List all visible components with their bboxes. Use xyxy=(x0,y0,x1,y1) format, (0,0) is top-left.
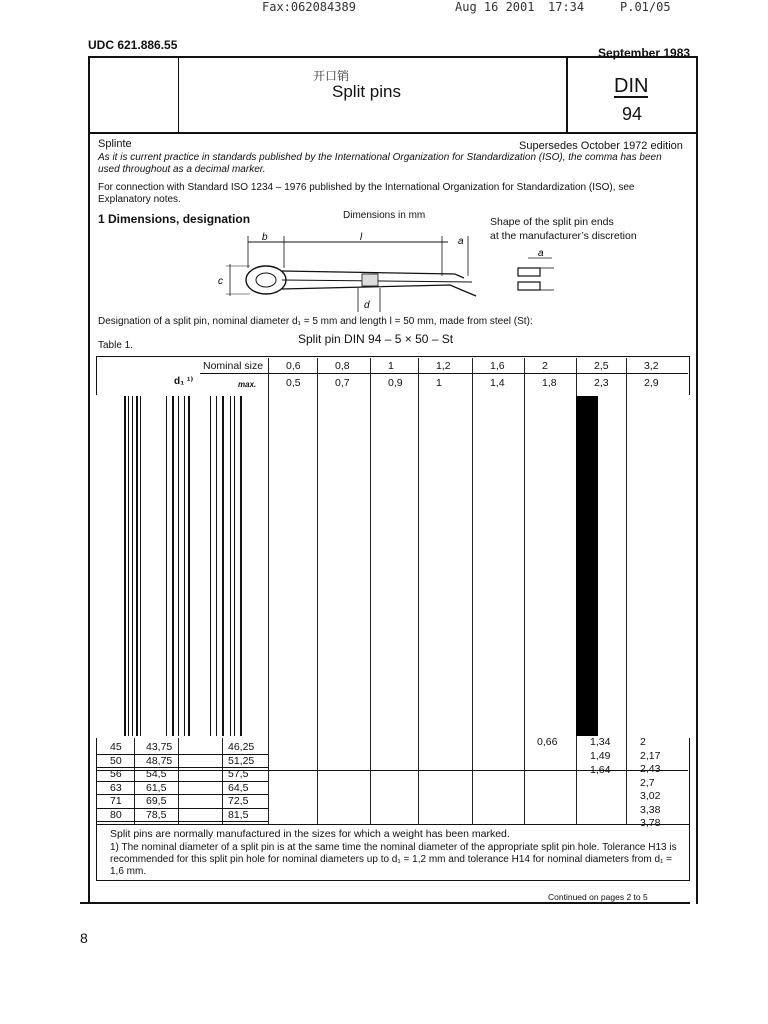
row-length: 80 xyxy=(110,808,122,821)
label-l: l xyxy=(360,232,363,243)
row-min: 78,5 xyxy=(146,808,167,821)
din-number: 94 xyxy=(622,104,643,124)
max-label: max. xyxy=(238,380,257,389)
val-col25: 1,34 xyxy=(590,736,611,748)
label-a-end: a xyxy=(538,248,544,259)
row-length: 56 xyxy=(110,768,122,780)
din-label: DIN xyxy=(614,75,649,97)
black-column-block xyxy=(576,396,598,736)
fax-number: Fax:062084389 xyxy=(262,0,356,14)
scan-artifact-line xyxy=(188,396,190,736)
val-col32: 2,7 xyxy=(640,776,655,789)
scan-artifact-line xyxy=(234,396,235,736)
nominal-size-5: 2 xyxy=(542,360,548,372)
row-length: 63 xyxy=(110,781,122,794)
fax-date: Aug 16 2001 xyxy=(455,0,535,14)
row-max: 51,25 xyxy=(228,754,255,767)
label-a: a xyxy=(458,236,464,247)
max-value-2: 0,9 xyxy=(388,377,403,389)
val-col32: 3,38 xyxy=(640,803,661,816)
nominal-size-3: 1,2 xyxy=(436,360,451,372)
val-col32: 3,78 xyxy=(640,817,661,829)
scan-artifact-line xyxy=(140,396,141,736)
scan-artifact-line xyxy=(222,396,224,736)
pin-end-drawing xyxy=(508,244,568,298)
row-max: 46,25 xyxy=(228,741,255,753)
document-title: Split pins xyxy=(332,82,401,101)
nominal-size-1: 0,8 xyxy=(335,360,350,372)
page-number: 8 xyxy=(80,930,88,946)
handwritten-note: 开口销 xyxy=(313,69,350,83)
designation-text: Designation of a split pin, nominal diameter d₁ = 5 mm and length l = 50 mm, made from steel (St): xyxy=(98,316,533,327)
row-max: 81,5 xyxy=(228,808,249,821)
scan-artifact-line xyxy=(172,396,174,736)
row-length: 45 xyxy=(110,741,122,753)
continued-note: Continued on pages 2 to 5 xyxy=(548,892,648,902)
nominal-size-7: 3,2 xyxy=(644,360,659,372)
max-value-6: 2,3 xyxy=(594,377,609,389)
val-col32: 2 xyxy=(640,736,646,748)
val-col2: 0,66 xyxy=(537,736,558,748)
nominal-size-label: Nominal size xyxy=(203,360,264,372)
designation-example: Split pin DIN 94 – 5 × 50 – St xyxy=(298,332,454,346)
scan-artifact-line xyxy=(124,396,126,736)
scan-artifact-line xyxy=(178,396,179,736)
val-col25: 1,49 xyxy=(590,750,611,762)
nominal-size-0: 0,6 xyxy=(286,360,301,372)
val-col32: 2,17 xyxy=(640,749,661,762)
label-d1: d xyxy=(364,300,370,311)
max-value-0: 0,5 xyxy=(286,377,301,389)
split-pin-drawing xyxy=(210,228,490,318)
table-label: Table 1. xyxy=(98,340,134,351)
footnote-main: Split pins are normally manufactured in the sizes for which a weight has been marked. xyxy=(110,828,510,840)
udc-code: UDC 621.886.55 xyxy=(88,38,178,52)
row-max: 64,5 xyxy=(228,781,249,794)
publication-date: September 1983 xyxy=(598,46,691,60)
scan-artifact-line xyxy=(184,396,185,736)
scan-artifact-line xyxy=(240,396,242,736)
val-col32: 2,43 xyxy=(640,763,661,775)
val-col25: 1,64 xyxy=(590,764,611,776)
max-value-3: 1 xyxy=(436,377,442,389)
section-heading: 1 Dimensions, designation xyxy=(98,212,251,226)
dimensions-unit: Dimensions in mm xyxy=(343,210,426,221)
nominal-size-4: 1,6 xyxy=(490,360,505,372)
scan-artifact-line xyxy=(166,396,167,736)
scan-artifact-line xyxy=(216,396,217,736)
shape-note-2: at the manufacturer’s discretion xyxy=(490,230,637,242)
nominal-size-2: 1 xyxy=(388,360,394,372)
val-col32: 3,02 xyxy=(640,790,661,802)
scan-artifact-line xyxy=(136,396,138,736)
shape-note-1: Shape of the split pin ends xyxy=(490,216,614,228)
connection-note: For connection with Standard ISO 1234 – 1976 published by the International Organization for Standardization (ISO), see Explanatory notes. xyxy=(98,182,635,205)
row-min: 54,5 xyxy=(146,768,167,780)
row-max: 72,5 xyxy=(228,795,249,807)
max-value-5: 1,8 xyxy=(542,377,557,389)
row-max: 57,5 xyxy=(228,768,249,780)
footnote-1: 1) The nominal diameter of a split pin is at the same time the nominal diameter of the appropriate split pin hole. Tolerance H13 is recommended for this split pin hole for nominal diameters up to d₁ = 1,2 mm and tolerance H14 for nominal diameters from d₁ = 1,6 mm. xyxy=(110,842,677,877)
max-value-7: 2,9 xyxy=(644,377,659,389)
scan-artifact-line xyxy=(210,396,211,736)
max-value-1: 0,7 xyxy=(335,377,350,389)
row-length: 71 xyxy=(110,795,122,807)
row-min: 48,75 xyxy=(146,754,173,767)
max-value-4: 1,4 xyxy=(490,377,505,389)
scan-artifact-line xyxy=(230,396,231,736)
iso-comma-note: As it is current practice in standards published by the International Organization for Standardization (ISO), the comma has been used throughout as a decimal marker. xyxy=(98,152,662,175)
scan-artifact-line xyxy=(128,396,129,736)
label-b: b xyxy=(262,232,268,243)
d1-label: d₁ ¹⁾ xyxy=(174,376,194,387)
scan-artifact-line xyxy=(132,396,133,736)
row-min: 69,5 xyxy=(146,795,167,807)
fax-time: 17:34 xyxy=(548,0,585,14)
row-min: 43,75 xyxy=(146,741,173,753)
nominal-size-6: 2,5 xyxy=(594,360,609,372)
supersedes-note: Supersedes October 1972 edition xyxy=(519,140,683,152)
german-title: Splinte xyxy=(98,138,132,150)
row-length: 50 xyxy=(110,754,122,767)
fax-page: P.01/05 xyxy=(620,0,671,14)
label-c: c xyxy=(218,276,223,287)
row-min: 61,5 xyxy=(146,781,167,794)
